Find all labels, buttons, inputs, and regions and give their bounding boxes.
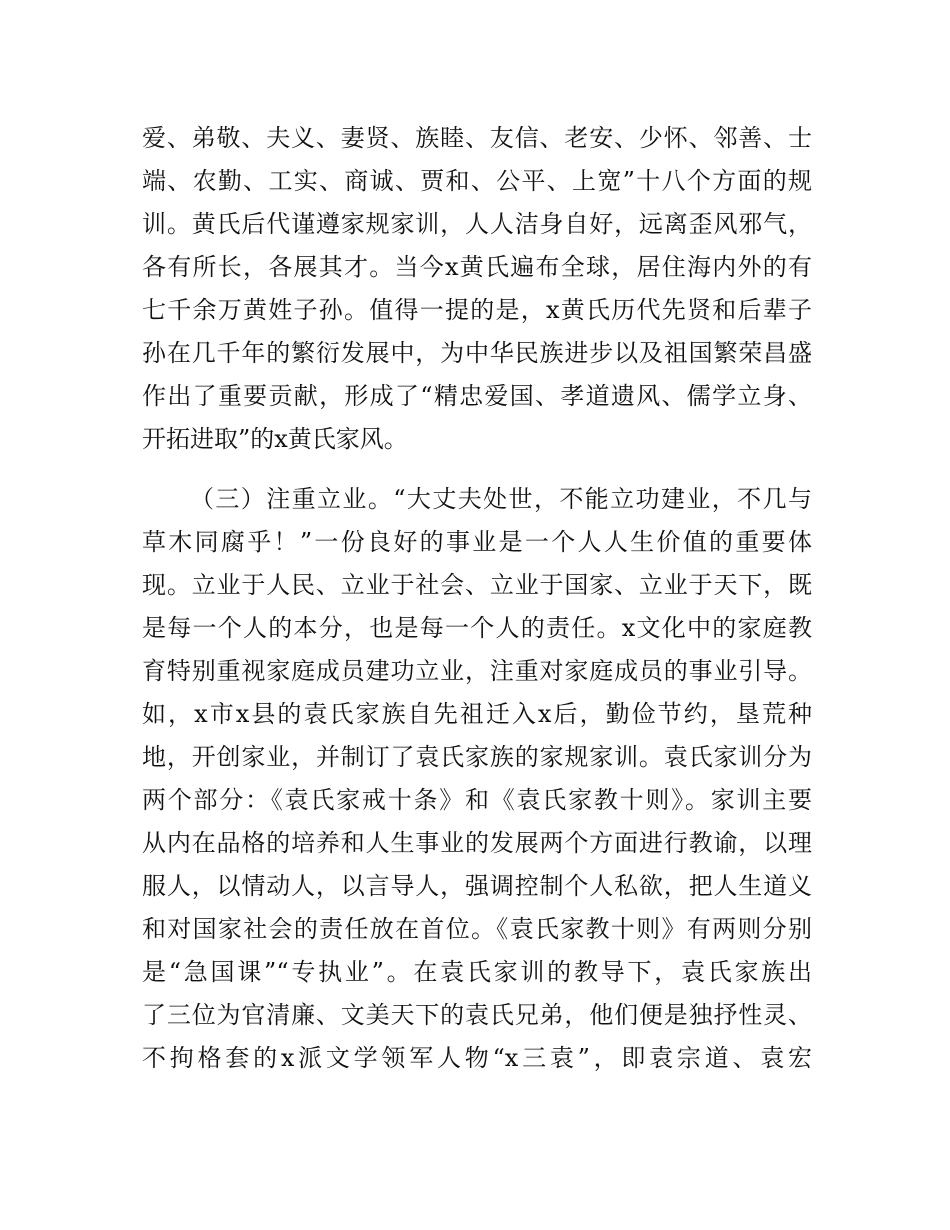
text-line: 从内在品格的培养和人生事业的发展两个方面进行教谕，以理 xyxy=(142,829,812,857)
text-line: 和对国家社会的责任放在首位。《袁氏家教十则》有两则分别 xyxy=(142,915,812,943)
text-line: 了三位为官清廉、文美天下的袁氏兄弟，他们便是独抒性灵、 xyxy=(142,1001,812,1029)
text-line: 如，x市x县的袁氏家族自先祖迁入x后，勤俭节约，垦荒种 xyxy=(142,700,812,728)
text-line: 服人，以情动人，以言导人，强调控制个人私欲，把人生道义 xyxy=(142,872,812,900)
text-line: 开拓进取”的x黄氏家风。 xyxy=(142,425,408,453)
text-line: 各有所长，各展其才。当今x黄氏遍布全球，居住海内外的有 xyxy=(142,253,812,281)
text-line: 现。立业于人民、立业于社会、立业于国家、立业于天下，既 xyxy=(142,571,812,599)
text-line: 是每一个人的本分，也是每一个人的责任。x文化中的家庭教 xyxy=(142,614,812,642)
paragraph-career-emphasis xyxy=(142,478,812,1080)
text-line: 作出了重要贡献，形成了“精忠爱国、孝道遗风、儒学立身、 xyxy=(142,382,812,410)
text-line: 育特别重视家庭成员建功立业，注重对家庭成员的事业引导。 xyxy=(142,657,812,685)
text-line: 爱、弟敬、夫义、妻贤、族睦、友信、老安、少怀、邻善、士 xyxy=(142,124,812,152)
text-line: 孙在几千年的繁衍发展中，为中华民族进步以及祖国繁荣昌盛 xyxy=(142,339,812,367)
text-line: 训。黄氏后代谨遵家规家训，人人洁身自好，远离歪风邪气， xyxy=(142,210,812,238)
text-line: 地，开创家业，并制订了袁氏家族的家规家训。袁氏家训分为 xyxy=(142,743,812,771)
paragraph-family-rules-huang xyxy=(142,117,812,461)
text-line: 七千余万黄姓子孙。值得一提的是，x黄氏历代先贤和后辈子 xyxy=(142,296,812,324)
text-line: 端、农勤、工实、商诚、贾和、公平、上宽”十八个方面的规 xyxy=(142,167,812,195)
section-heading-line: （三）注重立业。“大丈夫处世，不能立功建业，不几与 xyxy=(190,485,812,513)
text-line: 两个部分：《袁氏家戒十条》和《袁氏家教十则》。家训主要 xyxy=(142,786,812,814)
text-line: 草木同腐乎！”一份良好的事业是一个人人生价值的重要体 xyxy=(142,528,812,556)
text-line: 是“急国课”“专执业”。在袁氏家训的教导下，袁氏家族出 xyxy=(142,958,812,986)
text-line: 不拘格套的x派文学领军人物“x三袁”，即袁宗道、袁宏 xyxy=(142,1044,812,1072)
